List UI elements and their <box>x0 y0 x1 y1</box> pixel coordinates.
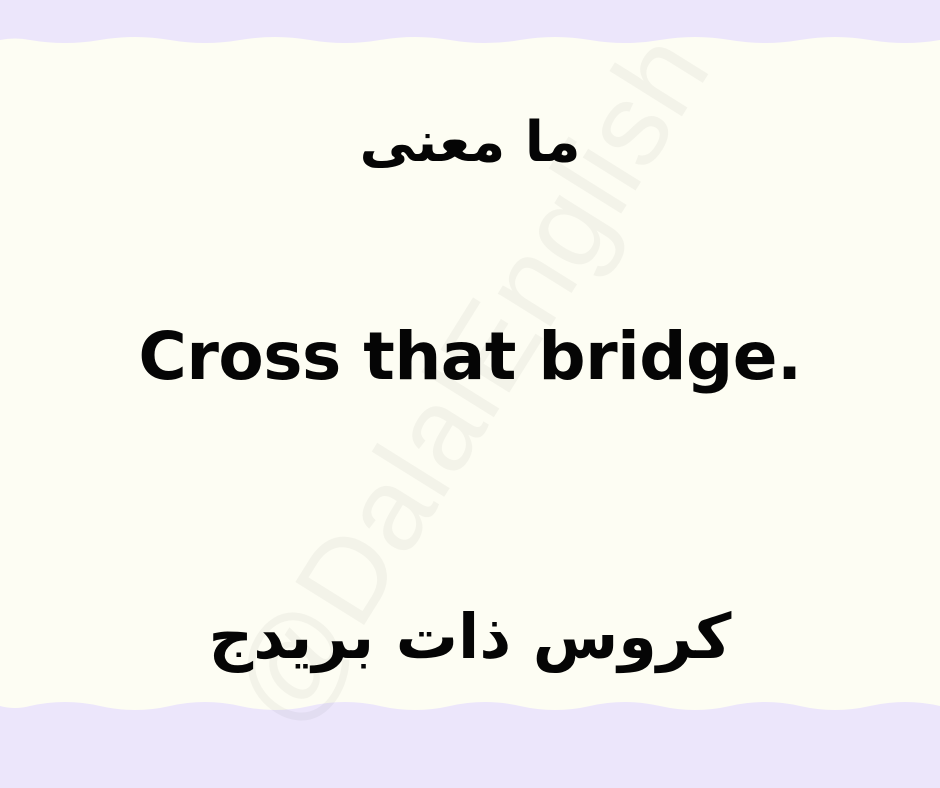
bottom-wave-band <box>0 698 940 788</box>
top-wave-band <box>0 0 940 56</box>
arabic-transliteration: كروس ذات بريدج <box>208 600 732 673</box>
english-phrase: Cross that bridge. <box>138 318 802 395</box>
question-heading: ما معنى <box>359 110 581 175</box>
